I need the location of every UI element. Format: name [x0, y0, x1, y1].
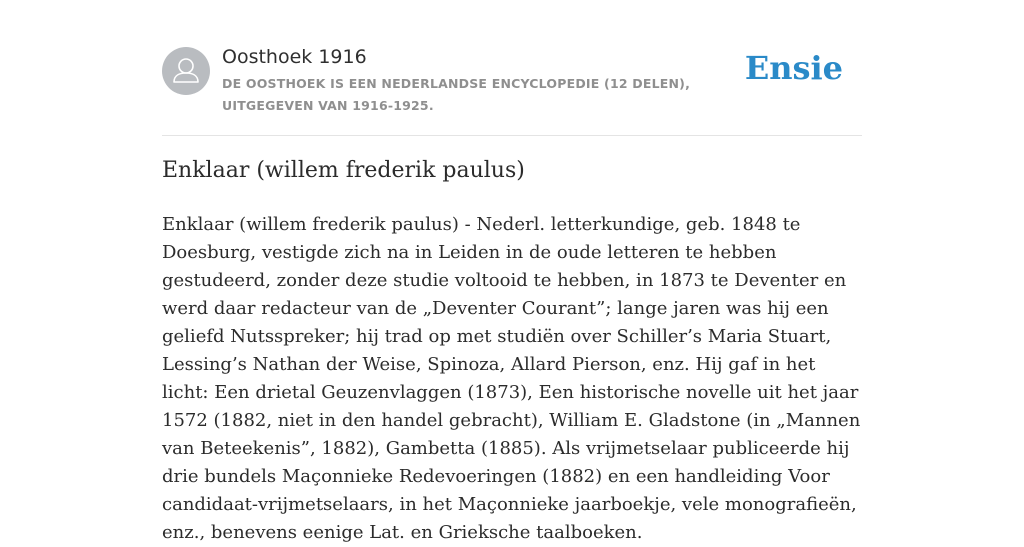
entry-title: Enklaar (willem frederik paulus) [162, 158, 525, 183]
source-title[interactable]: Oosthoek 1916 [222, 46, 367, 68]
brand-logo-link[interactable]: Ensie [744, 49, 843, 87]
source-avatar[interactable] [162, 47, 210, 95]
source-header [162, 45, 862, 136]
entry-body: Enklaar (willem frederik paulus) - Nederl. letterkundige, geb. 1848 te Doesburg, vestigde zich na in Leiden in de oude letteren te hebben gestudeerd, zonder deze studie voltooid te hebben, in 1873 te Deventer en werd daar redacteur van de „Deventer Courant”; lange jaren was hij een geliefd Nutsspreker; hij trad op met studiën over Schiller’s Maria Stuart, Lessing’s Nathan der Weise, Spinoza, Allard Pierson, enz. Hij gaf in het licht: Een drietal Geuzenvlaggen (1873), Een historische novelle uit het jaar 1572 (1882, niet in den handel gebracht), William E. Gladstone (in „Mannen van Beteekenis”, 1882), Gambetta (1885). Als vrijmetselaar publiceerde hij drie bundels Maçonnieke Redevoeringen (1882) en een handleiding Voor candidaat-vrijmetselaars, in het Maçonnieke jaarboekje, vele monografieën, enz., benevens eenige Lat. en Grieksche taalboeken. [162, 214, 861, 543]
user-icon [162, 47, 210, 95]
source-description: DE OOSTHOEK IS EEN NEDERLANDSE ENCYCLOPEDIE (12 DELEN), UITGEGEVEN VAN 1916-1925. [222, 76, 691, 113]
